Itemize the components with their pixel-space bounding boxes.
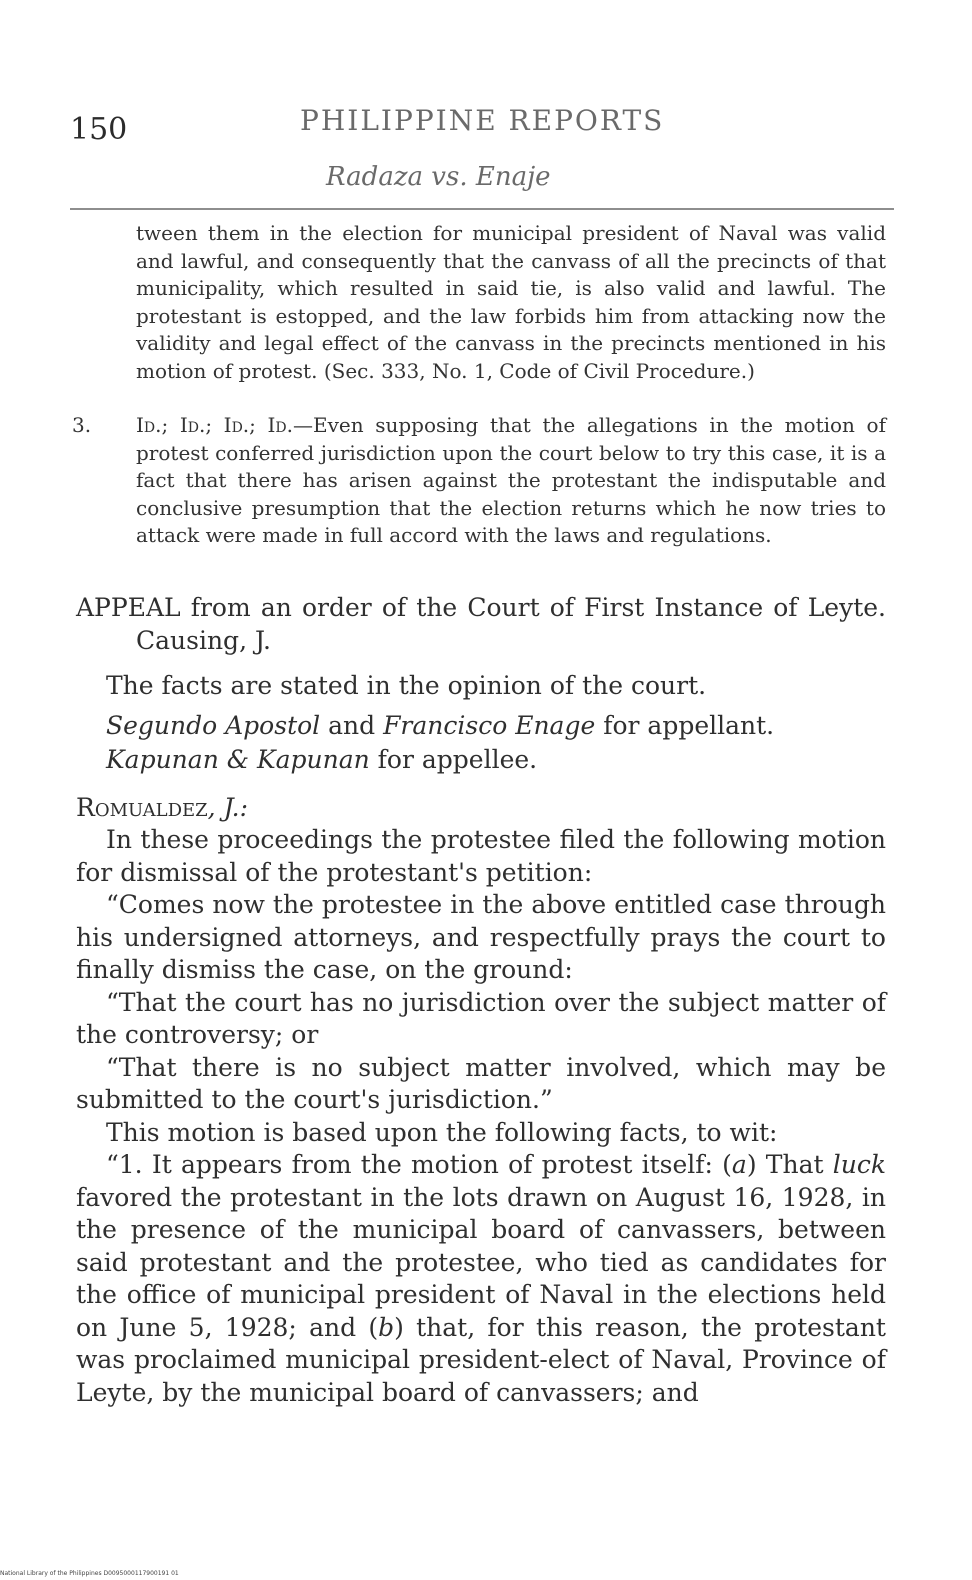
syllabus-continuation: tween them in the election for municipal president of Naval was valid and lawful, and consequently that the canvass of all the precincts of that municipality, which resulted in said tie, is also valid and lawful. The protestant is estopped, and the law forbids him from attacking now the validity and legal effect of the canvass in the precincts mentioned in his motion of protest. (Sec. 333, No. 1, Code of Civil Procedure.) <box>136 221 886 383</box>
syllabus-keys: Id.; Id.; Id.; Id. <box>136 413 293 437</box>
appellee-counsel <box>106 744 886 777</box>
text-run: ) that, for this reason, the protestant was proclaimed municipal president-elect of Naval, Province of Leyte, by the municipal board of canvassers; and <box>76 1312 886 1407</box>
appellant-name-1: Segundo Apostol <box>106 711 321 740</box>
scan-footer-note: National Library of the Philippines D0095000117900191 01 <box>0 1570 179 1577</box>
opinion-body <box>76 824 886 1409</box>
emphasis-word: luck <box>832 1150 887 1179</box>
appeal-line: APPEAL from an order of the Court of First Instance of Leyte. Causing, J. <box>76 593 886 655</box>
opinion-paragraph: “That the court has no jurisdiction over the subject matter of the controversy; or <box>76 987 886 1049</box>
opinion-paragraph: “Comes now the protestee in the above entitled case through his undersigned attorneys, and respectfully prays the court to finally dismiss the case, on the ground: <box>76 890 886 984</box>
opinion-paragraph: “That there is no subject matter involved, which may be submitted to the court's jurisdiction.” <box>76 1052 886 1114</box>
running-title: PHILIPPINE REPORTS <box>300 104 665 137</box>
case-title: Radaza vs. Enaje <box>326 162 551 192</box>
clause-letter: a <box>731 1150 747 1179</box>
syllabus-body: —Even supposing that the allegations in the motion of protest conferred jurisdiction upon the court below to try this case, it is a fact that there has arisen against the protestant the indisputable and conclusive presumption that the election returns which he now tries to attack were made in full accord with the laws and regulations. <box>136 413 886 547</box>
justice-suffix: , J.: <box>207 793 249 822</box>
syllabus-item-text <box>136 412 886 550</box>
text-run: ) That <box>746 1150 833 1179</box>
opinion-paragraph: This motion is based upon the following facts, to wit: <box>106 1117 778 1147</box>
justice-name: Romualdez <box>76 793 208 822</box>
page-number: 150 <box>70 112 128 147</box>
opinion-paragraph: In these proceedings the protestee filed the following motion for dismissal of the protestant's petition: <box>76 825 886 887</box>
appellant-counsel <box>106 710 886 743</box>
ponente <box>76 792 886 825</box>
appellee-names: Kapunan & Kapunan <box>106 745 370 774</box>
syllabus-item-number: 3. <box>72 413 92 437</box>
facts-statement: The facts are stated in the opinion of the court. <box>106 671 707 700</box>
appellee-suffix: for appellee. <box>369 745 538 774</box>
counsel-and: and <box>320 711 384 740</box>
text-run: favored the protestant in the lots drawn on August 16, 1928, in the presence of the municipal board of canvassers, between said protestant and the protestee, who tied as candidates for the office of municipal president of Naval in the elections held on June 5, 1928; and ( <box>76 1182 886 1342</box>
text-run: “1. It appears from the motion of protest itself: ( <box>106 1150 732 1179</box>
appellant-name-2: Francisco Enage <box>383 711 596 740</box>
clause-letter: b <box>378 1312 395 1342</box>
header-rule <box>70 208 894 210</box>
appellant-suffix: for appellant. <box>595 711 775 740</box>
opinion-paragraph <box>76 1149 886 1409</box>
